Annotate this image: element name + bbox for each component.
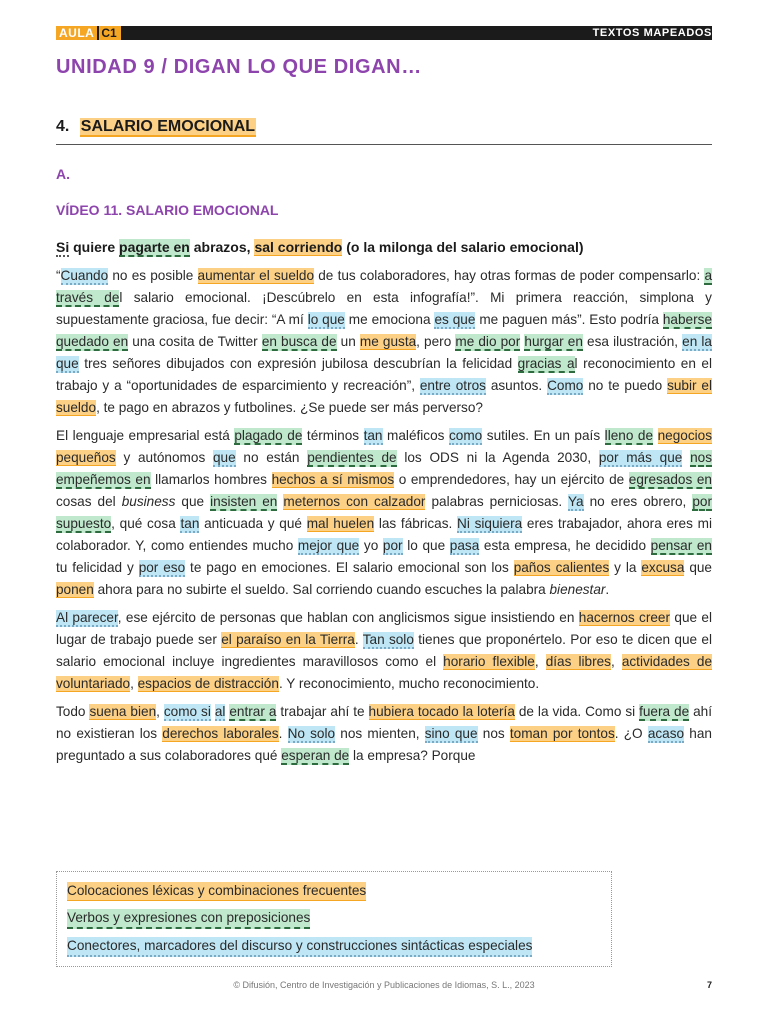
highlighted-phrase: me dio por [455,334,521,349]
highlighted-phrase: pendientes de [307,450,397,465]
text-run: , [610,654,622,669]
highlighted-phrase: excusa [641,560,685,575]
text-run: l reconocimiento en el trabajo y a “oportunidades de esparcimiento y recreación”, [56,356,712,393]
highlighted-phrase: egresados en [628,472,712,487]
text-run: anticuada y qué [199,516,307,531]
highlighted-phrase: ponen [56,582,94,597]
text-run: la empresa? Porque [349,748,476,763]
article-subtitle [56,237,716,257]
highlighted-phrase: lo que [307,312,345,327]
text-run: trabajar ahí te [276,704,369,719]
highlighted-phrase: tan [180,516,200,531]
highlighted-phrase: por eso [138,560,186,575]
text-run: sutiles. En un país [482,428,605,443]
text-run: las fábricas. [374,516,458,531]
text-run: no es posible [108,268,198,283]
text-run: , [534,654,546,669]
text-run: tres señores dibujados con expresión jubilosa descubrían la felicidad [78,356,518,371]
text-run: . Y reconocimiento, mucho reconocimiento. [278,676,540,691]
highlighted-phrase: insisten en [210,494,278,509]
text-run: asuntos. [485,378,548,393]
highlighted-phrase: hacernos creer [578,610,671,625]
section-title [56,118,712,145]
text-run: esta empresa, he decidido [479,538,651,553]
text-run: lo que [402,538,450,553]
highlighted-phrase: por supuesto [56,494,713,531]
highlighted-phrase: lleno de [604,428,654,443]
text-run: “ [56,268,61,283]
page-number: 7 [706,980,712,990]
text-run: . [605,582,610,597]
text-run: y la [609,560,642,575]
highlighted-phrase: mal huelen [306,516,375,531]
text-run: , te pago en abrazos y futbolines. ¿Se puede ser más perverso? [96,400,483,415]
text-run [682,450,690,465]
highlighted-phrase: No solo [287,726,336,741]
highlighted-phrase: tan [363,428,383,443]
text-run: tu felicidad y [56,560,139,575]
text-run [653,428,658,443]
text-run: que [175,494,211,509]
color-legend [56,871,612,967]
legend-item [67,909,601,929]
text-run: me emociona [344,312,435,327]
highlighted-phrase: me gusta [359,334,417,349]
highlighted-phrase: como si [163,704,211,719]
text-run: maléficos [382,428,449,443]
highlighted-phrase: toman por tontos [509,726,615,741]
text-run: han preguntado a sus colaboradores qué [56,726,712,763]
highlighted-phrase: entre otros [419,378,486,393]
text-run: te pago en emociones. El salario emocional son los [185,560,514,575]
text-run: abrazos, [189,239,255,255]
highlighted-phrase: como [448,428,483,443]
legend-label: Verbos y expresiones con preposiciones [67,909,310,929]
text-run: yo [359,538,383,553]
text-run: esa ilustración, [582,334,683,349]
highlighted-phrase: mejor que [297,538,360,553]
level-label: C1 [99,26,120,40]
text-run: , ese ejército de personas que hablan con anglicismos sigue insistiendo en [117,610,579,625]
highlighted-phrase: entrar a [229,704,277,719]
highlighted-phrase: plagado de [234,428,303,443]
legend-item [67,937,601,957]
highlighted-phrase: subir el sueldo [56,378,712,415]
highlighted-phrase: Tan solo [362,632,414,647]
text-run: nos [477,726,510,741]
text-run: ahora para no subirte el sueldo. Sal corriendo cuando escuches la palabra [93,582,550,597]
text-run: que el lugar de trabajo puede ser [56,610,712,647]
highlighted-phrase: espacios de distracción [137,676,279,691]
text-run: . [278,726,288,741]
text-run: , [156,704,164,719]
copyright-footer: © Difusión, Centro de Investigación y Publicaciones de Idiomas, S. L., 2023 [233,980,535,990]
highlighted-phrase: Cuando [60,268,109,283]
highlighted-phrase: a través de [56,268,713,305]
text-run: , [130,676,138,691]
legend-item [67,882,601,901]
highlighted-phrase: que [212,450,236,465]
aula-label: AULA [56,26,97,40]
highlighted-phrase: en la que [56,334,712,371]
highlighted-phrase: fuera de [639,704,690,719]
highlighted-phrase: meternos con calzador [283,494,426,509]
text-run: me paguen más”. Esto podría [475,312,663,327]
text-run: no te puedo [583,378,668,393]
text-run: de la vida. Como si [514,704,640,719]
text-run: palabras perniciosas. [425,494,568,509]
text-run: quiere [69,239,120,255]
text-run: . ¿O [614,726,648,741]
section-title-text: SALARIO EMOCIONAL [80,118,256,135]
highlighted-phrase: Ya [567,494,584,509]
legend-label: Colocaciones léxicas y combinaciones frecuentes [67,882,366,901]
highlighted-phrase: sino que [424,726,478,741]
highlighted-phrase: horario flexible [443,654,535,669]
text-run: business [121,494,176,509]
text-run: llamarlos hombres [150,472,272,487]
highlighted-phrase: negocios pequeños [56,428,713,465]
text-run: que [684,560,712,575]
highlighted-phrase: pasa [449,538,480,553]
highlighted-phrase: Como [547,378,584,393]
paragraph [56,425,712,601]
article-body [56,265,712,773]
highlighted-phrase: haberse quedado en [56,312,712,349]
text-run: no están [235,450,308,465]
highlighted-phrase: sal corriendo [254,239,343,255]
highlighted-phrase: aumentar el sueldo [197,268,315,283]
paragraph [56,265,712,419]
text-run: cosas del [56,494,122,509]
highlighted-phrase: por [382,538,403,553]
highlighted-phrase: en busca de [261,334,337,349]
highlighted-phrase: suena bien [89,704,157,719]
paragraph [56,607,712,695]
paragraph [56,701,712,767]
highlighted-phrase: Ni siquiera [457,516,523,531]
legend-label: Conectores, marcadores del discurso y construcciones sintácticas especiales [67,937,532,957]
text-run: términos [302,428,364,443]
highlighted-phrase: por más que [598,450,683,465]
highlighted-phrase: hechos a sí mismos [271,472,395,487]
highlighted-phrase: gracias a [517,356,575,371]
text-run: (o la milonga del salario emocional) [342,239,584,255]
highlighted-phrase: derechos laborales [162,726,279,741]
text-run: no eres obrero, [583,494,693,509]
highlighted-phrase: pensar en [650,538,712,553]
text-run: bienestar [549,582,606,597]
text-run: y autónomos [115,450,213,465]
text-run: eres trabajador, ahora eres mi colaborador. Y, como entiendes mucho [56,516,712,553]
highlighted-phrase: pagarte en [119,239,190,255]
highlighted-phrase: esperan de [281,748,350,763]
highlighted-phrase: actividades de voluntariado [56,654,713,691]
highlighted-phrase: hurgar en [524,334,583,349]
video-title: VÍDEO 11. SALARIO EMOCIONAL [56,202,279,218]
text-run: de tus colaboradores, hay otras formas de poder compensarlo: [314,268,705,283]
highlighted-phrase: Al parecer [56,610,118,625]
unit-title: UNIDAD 9 / DIGAN LO QUE DIGAN… [56,56,422,78]
highlighted-phrase: acaso [647,726,685,741]
text-run: una cosita de Twitter [128,334,262,349]
text-run: . [354,632,363,647]
section-number: 4. [56,118,70,135]
highlighted-phrase: el paraíso en la Tierra [221,632,355,647]
text-run: El lenguaje empresarial está [56,428,235,443]
header-bar [56,26,712,40]
text-run: Todo [56,704,90,719]
level-badge [56,26,121,40]
text-run: nos mienten, [335,726,425,741]
text-run: ahí no existieran los [56,704,713,741]
text-run: l salario emocional. ¡Descúbrelo en esta infografía!”. Mi primera reacción, simplona y supuestamente graciosa, fue decir: “A mí [56,290,712,327]
text-run: , pero [416,334,456,349]
text-run: o emprendedores, hay un ejército de [394,472,629,487]
highlighted-phrase: Si [56,239,70,255]
activity-letter: A. [56,166,70,182]
text-run: un [336,334,360,349]
text-run: , qué cosa [111,516,181,531]
highlighted-phrase: hubiera tocado la lotería [368,704,515,719]
highlighted-phrase: es que [434,312,476,327]
highlighted-phrase: nos empeñemos en [56,450,712,487]
highlighted-phrase: días libres [545,654,611,669]
highlighted-phrase: al [214,704,226,719]
highlighted-phrase: paños calientes [513,560,610,575]
section-label: TEXTOS MAPEADOS [592,27,712,39]
text-run: los ODS ni la Agenda 2030, [396,450,599,465]
text-run: tienes que proponértelo. Por eso te dicen que el salario emocional incluye ingredientes maravillosos como el [56,632,713,669]
